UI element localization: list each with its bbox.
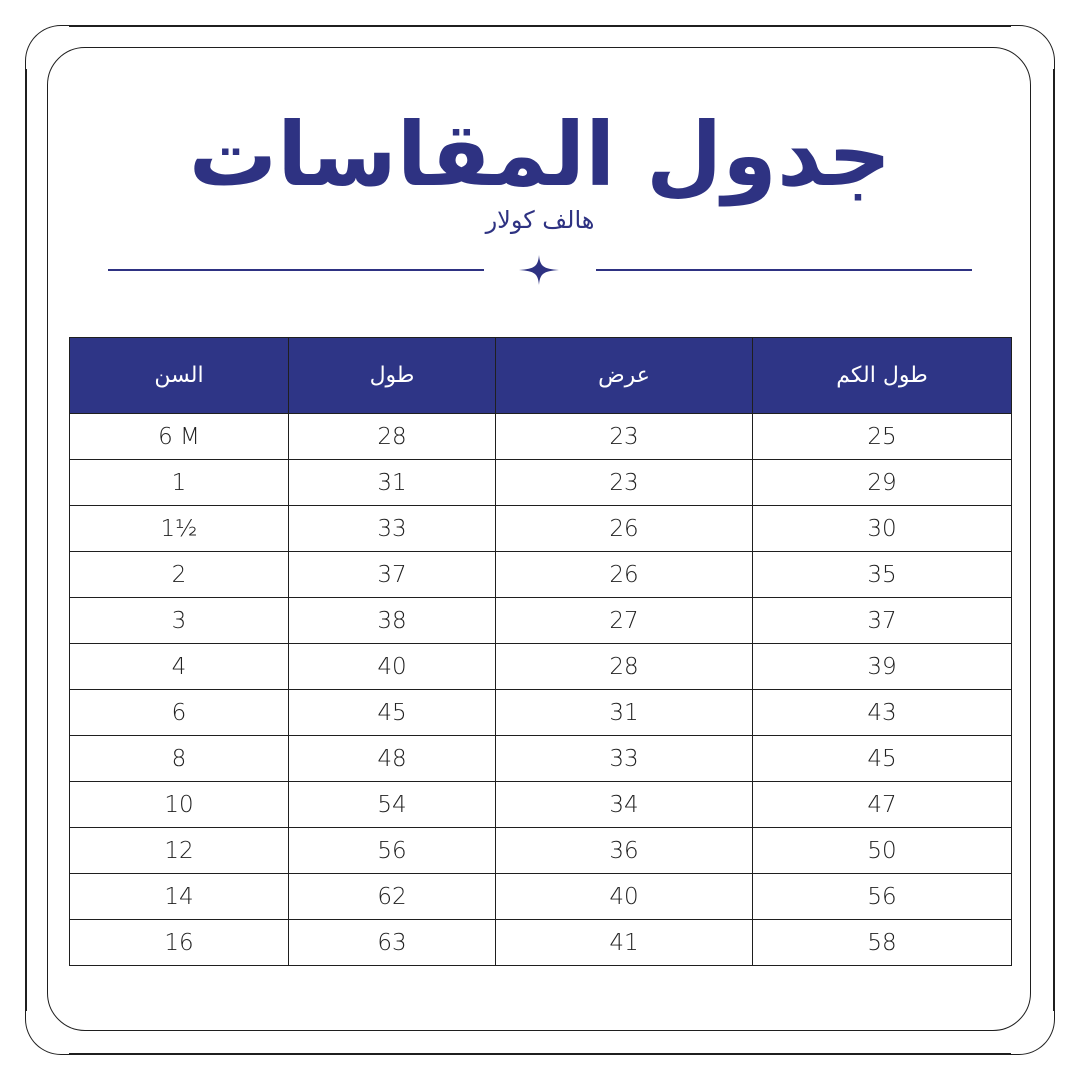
cell-length: 63 — [289, 920, 496, 966]
cell-length: 33 — [289, 506, 496, 552]
cell-age: 10 — [70, 782, 289, 828]
header-age: السن — [70, 338, 289, 414]
cell-sleeve-length: 45 — [753, 736, 1012, 782]
cell-age: 2 — [70, 552, 289, 598]
size-table — [69, 337, 1012, 966]
cell-sleeve-length: 50 — [753, 828, 1012, 874]
cell-width: 23 — [496, 460, 753, 506]
cell-sleeve-length: 30 — [753, 506, 1012, 552]
frame-line-top — [69, 25, 1011, 27]
cell-length: 31 — [289, 460, 496, 506]
table-row — [70, 598, 1012, 644]
cell-sleeve-length: 25 — [753, 414, 1012, 460]
table-row — [70, 782, 1012, 828]
cell-sleeve-length: 29 — [753, 460, 1012, 506]
cell-width: 41 — [496, 920, 753, 966]
header-length: طول — [289, 338, 496, 414]
cell-width: 40 — [496, 874, 753, 920]
cell-sleeve-length: 43 — [753, 690, 1012, 736]
four-point-star-icon — [515, 253, 563, 287]
cell-age: 16 — [70, 920, 289, 966]
header-width: عرض — [496, 338, 753, 414]
header-sleeve-length: طول الكم — [753, 338, 1012, 414]
cell-sleeve-length: 47 — [753, 782, 1012, 828]
table-row — [70, 552, 1012, 598]
cell-width: 26 — [496, 552, 753, 598]
cell-age: 8 — [70, 736, 289, 782]
cell-length: 40 — [289, 644, 496, 690]
cell-width: 26 — [496, 506, 753, 552]
cell-age: 3 — [70, 598, 289, 644]
cell-age: 6 — [70, 690, 289, 736]
cell-width: 28 — [496, 644, 753, 690]
table-row — [70, 690, 1012, 736]
cell-sleeve-length: 56 — [753, 874, 1012, 920]
cell-age: 1 — [70, 460, 289, 506]
cell-sleeve-length: 37 — [753, 598, 1012, 644]
cell-age: 1½ — [70, 506, 289, 552]
cell-age: 6 M — [70, 414, 289, 460]
table-header-row — [70, 338, 1012, 414]
cell-age: 4 — [70, 644, 289, 690]
cell-width: 33 — [496, 736, 753, 782]
cell-length: 48 — [289, 736, 496, 782]
cell-length: 28 — [289, 414, 496, 460]
divider-left — [108, 269, 484, 271]
frame-line-bottom — [69, 1053, 1011, 1055]
cell-age: 14 — [70, 874, 289, 920]
page-subtitle: هالف كولار — [485, 206, 595, 234]
cell-length: 54 — [289, 782, 496, 828]
table-row — [70, 644, 1012, 690]
cell-length: 45 — [289, 690, 496, 736]
cell-length: 56 — [289, 828, 496, 874]
table-row — [70, 414, 1012, 460]
table-row — [70, 736, 1012, 782]
cell-sleeve-length: 58 — [753, 920, 1012, 966]
cell-length: 62 — [289, 874, 496, 920]
cell-sleeve-length: 35 — [753, 552, 1012, 598]
page-title: جدول المقاسات — [188, 103, 892, 206]
cell-width: 36 — [496, 828, 753, 874]
cell-length: 38 — [289, 598, 496, 644]
table-row — [70, 920, 1012, 966]
cell-age: 12 — [70, 828, 289, 874]
table-row — [70, 460, 1012, 506]
table-row — [70, 874, 1012, 920]
cell-width: 27 — [496, 598, 753, 644]
cell-width: 23 — [496, 414, 753, 460]
cell-width: 31 — [496, 690, 753, 736]
cell-length: 37 — [289, 552, 496, 598]
cell-sleeve-length: 39 — [753, 644, 1012, 690]
table-row — [70, 828, 1012, 874]
cell-width: 34 — [496, 782, 753, 828]
table-row — [70, 506, 1012, 552]
divider-right — [596, 269, 972, 271]
